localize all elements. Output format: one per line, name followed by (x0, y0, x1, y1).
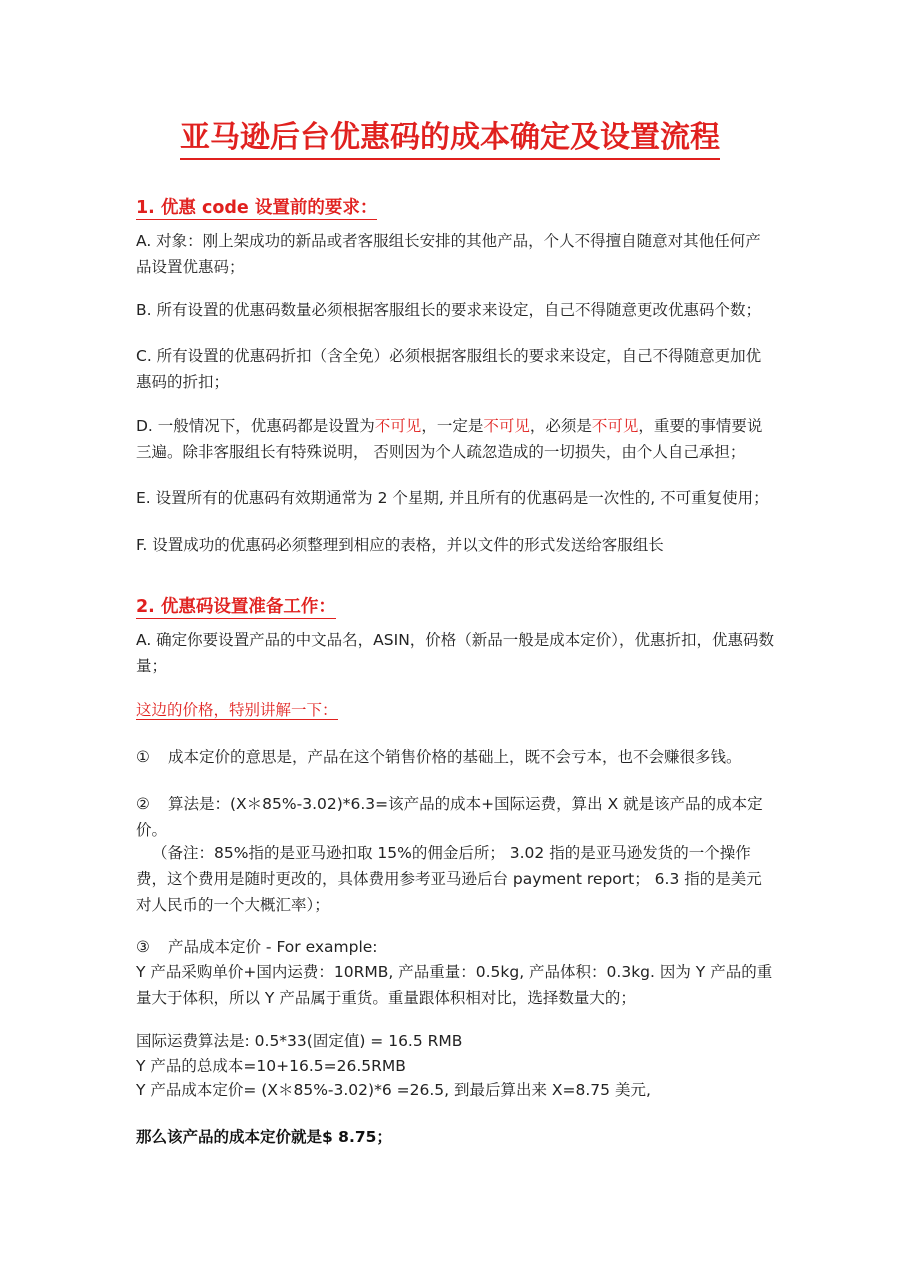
section1-item-a: A. 对象：刚上架成功的新品或者客服组长安排的其他产品，个人不得擅自随意对其他任何产品设置优惠码； (136, 232, 761, 276)
calc-line-1: 国际运费算法是: 0.5*33(固定值) = 16.5 RMB (136, 1032, 463, 1050)
price-item-1 (136, 744, 776, 770)
d-text-4: ，重要的事情要说三遍。除非客服组长有特殊说明， 否则因为个人疏忽造成的一切损失，由个人自己承担； (136, 417, 763, 461)
price-item-1-text: 成本定价的意思是，产品在这个销售价格的基础上，既不会亏本，也不会赚很多钱。 (168, 748, 742, 766)
conclusion-line: 那么该产品的成本定价就是$ 8.75； (136, 1128, 392, 1146)
remark-paragraph: （备注：85%指的是亚马逊扣取 15%的佣金后所； 3.02 指的是亚马逊发货的一个操作费，这个费用是随时更改的，具体费用参考亚马逊后台 payment report； 6.3 指的是美元对人民币的一个大概汇率）； (136, 844, 762, 914)
price-note-heading-text: 这边的价格，特别讲解一下： (136, 701, 338, 719)
d-highlight-1: 不可见 (374, 417, 422, 435)
document-title (0, 112, 900, 156)
section1-item-e: E. 设置所有的优惠码有效期通常为 2 个星期, 并且所有的优惠码是一次性的, 不可重复使用； (136, 489, 769, 507)
d-text-1: D. 一般情况下，优惠码都是设置为 (136, 417, 375, 435)
section1-item-f: F. 设置成功的优惠码必须整理到相应的表格，并以文件的形式发送给客服组长 (136, 536, 664, 554)
section1-item-b: B. 所有设置的优惠码数量必须根据客服组长的要求来设定，自己不得随意更改优惠码个数； (136, 301, 761, 319)
section2-item-a: A. 确定你要设置产品的中文品名，ASIN，价格（新品一般是成本定价），优惠折扣，优惠码数量； (136, 631, 775, 675)
section1-heading (136, 194, 377, 219)
d-highlight-3: 不可见 (591, 417, 639, 435)
circled-number-1: ① (136, 748, 150, 766)
circled-number-3: ③ (136, 938, 150, 956)
section2-heading (136, 593, 336, 618)
d-highlight-2: 不可见 (483, 417, 530, 435)
section1-item-d (136, 413, 776, 465)
d-text-3: ，必须是 (529, 417, 592, 435)
price-item-3-text: 产品成本定价 - For example: (168, 938, 378, 956)
section2-heading-text: 2. 优惠码设置准备工作： (136, 597, 336, 617)
example-paragraph: Y 产品采购单价+国内运费：10RMB, 产品重量：0.5kg, 产品体积：0.3kg. 因为 Y 产品的重量大于体积，所以 Y 产品属于重货。重量跟体积相对比，选择数量大的； (136, 963, 773, 1007)
title-text: 亚马逊后台优惠码的成本确定及设置流程 (180, 120, 720, 160)
calc-line-2: Y 产品的总成本=10+16.5=26.5RMB (136, 1057, 406, 1075)
circled-number-2: ② (136, 795, 150, 813)
price-note-heading (136, 697, 776, 723)
price-item-3 (136, 934, 776, 960)
price-item-2-text: 算法是：(X＊85%-3.02)*6.3=该产品的成本+国际运费，算出 X 就是该产品的成本定价。 (136, 795, 763, 839)
d-text-2: ，一定是 (421, 417, 484, 435)
calc-line-3: Y 产品成本定价= (X＊85%-3.02)*6 =26.5, 到最后算出来 X=8.75 美元, (136, 1081, 651, 1099)
price-item-2 (136, 791, 776, 843)
section1-heading-text: 1. 优惠 code 设置前的要求： (136, 198, 378, 218)
section1-item-c: C. 所有设置的优惠码折扣（含全免）必须根据客服组长的要求来设定，自己不得随意更加优惠码的折扣； (136, 347, 762, 391)
